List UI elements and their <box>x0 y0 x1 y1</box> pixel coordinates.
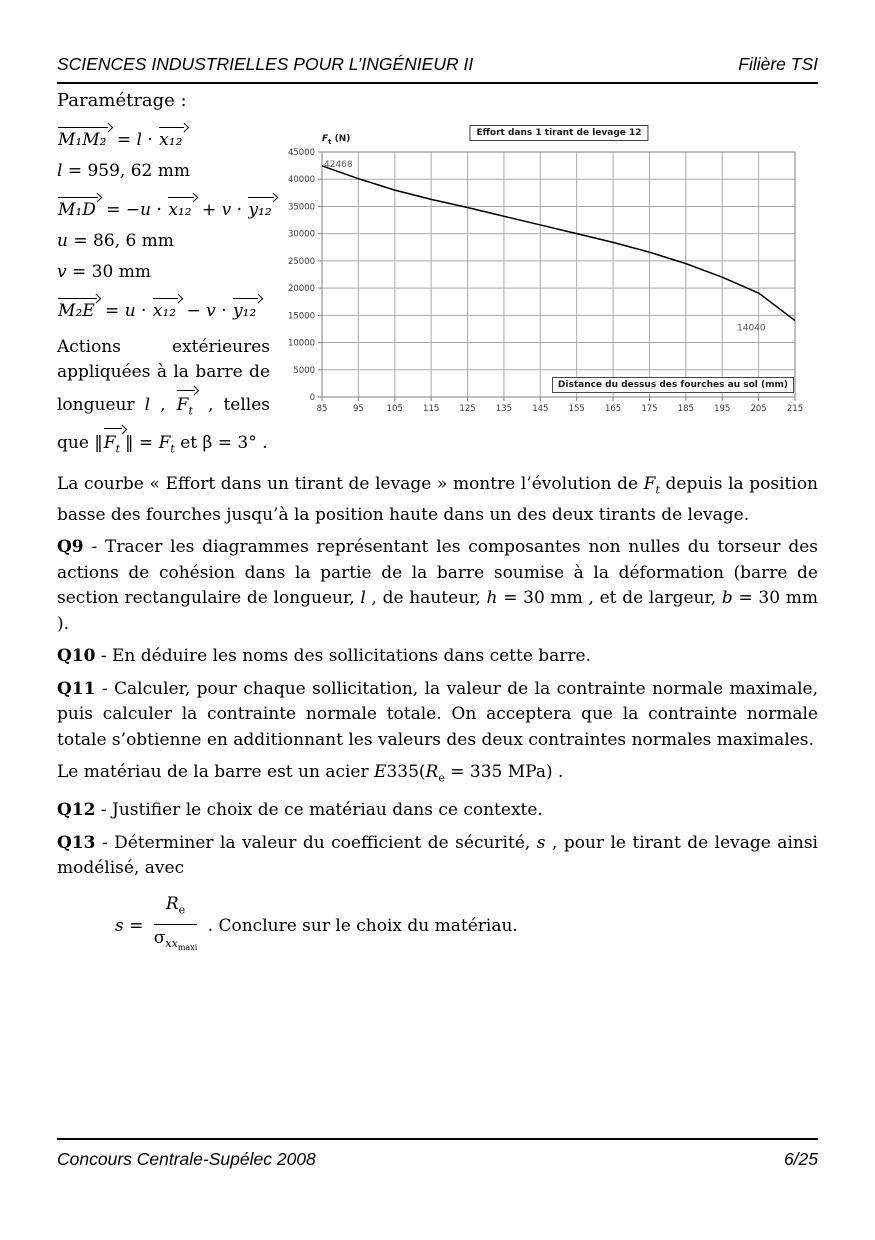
body-text <box>57 472 818 961</box>
vector-x12: x₁₂ <box>158 122 187 150</box>
vector-m2e: M₂E <box>57 293 100 321</box>
chart-title: Effort dans 1 tirant de levage 12 <box>469 125 648 141</box>
equation-m2e: M₂E = u · x₁₂ − v · y₁₂ <box>57 293 289 321</box>
y-tick-label: 30000 <box>287 229 315 240</box>
x-tick-label: 85 <box>316 404 328 414</box>
vector-y12: y₁₂ <box>247 192 276 220</box>
question-q11: Q11 - Calculer, pour chaque sollicitation, la valeur de la contrainte normale maximale, puis calculer la contrainte normale totale. On acceptera que la contrainte normale totale s’obtienne en additionnant les valeurs des deux contraintes normales maximales. <box>57 678 818 750</box>
vector-ft: $F_t$ <box>176 385 198 423</box>
vector-x12: x₁₂ <box>167 192 196 220</box>
question-label: Q11 <box>57 678 96 699</box>
x-tick-label: 185 <box>677 404 694 414</box>
y-tick-label: 25000 <box>287 256 315 267</box>
x-tick-label: 105 <box>386 404 403 414</box>
question-q13: Q13 - Déterminer la valeur du coefficient de sécurité, s , pour le tirant de levage ainsi modélisé, avec <box>57 832 818 879</box>
equation-u: u = 86, 6 mm <box>57 231 174 251</box>
chart-line-series <box>322 166 795 321</box>
x-tick-label: 155 <box>568 404 585 414</box>
x-tick-label: 125 <box>459 404 476 414</box>
x-tick-label: 175 <box>641 404 658 414</box>
x-tick-label: 165 <box>604 404 622 414</box>
paragraph-materiau: Le matériau de la barre est un acier $E335(R_e = 335$ MPa) . <box>57 762 564 785</box>
question-label: Q13 <box>57 832 96 853</box>
page-header <box>57 54 818 84</box>
y-tick-label: 5000 <box>293 365 315 376</box>
chart-plot <box>278 112 825 420</box>
y-tick-label: 20000 <box>287 284 315 295</box>
question-label: Q10 <box>57 646 96 667</box>
header-filiere: Filière TSI <box>738 54 818 74</box>
chart-effort-tirant <box>278 112 825 420</box>
header-title: SCIENCES INDUSTRIELLES POUR L’INGÉNIEUR II <box>57 54 474 74</box>
x-tick-label: 145 <box>532 404 549 414</box>
y-tick-label: 10000 <box>287 338 315 349</box>
chart-x-axis-label: Distance du dessus des fourches au sol (mm) <box>552 377 794 393</box>
question-q12: Q12 - Justifier le choix de ce matériau dans ce contexte. <box>57 800 543 821</box>
question-q9: Q9 - Tracer les diagrammes représentant les composantes non nulles du torseur des actions de cohésion dans la partie de la barre soumise à la déformation (barre de section rectangulaire de longueur, l , de hauteur, h = 30 mm , et de largeur, b = 30 mm ). <box>57 537 819 634</box>
chart-y-axis-label: $F_t$ (N) <box>322 134 351 146</box>
question-label: Q12 <box>57 800 96 821</box>
plot-border <box>322 152 795 397</box>
x-tick-label: 195 <box>714 404 731 414</box>
vector-ft: $F_t$ <box>103 423 125 461</box>
y-tick-label: 35000 <box>287 202 315 213</box>
footer-left: Concours Centrale-Supélec 2008 <box>57 1149 316 1169</box>
equation-l: l = 959, 62 mm <box>57 161 191 181</box>
equation-m1d: M₁D = −u · x₁₂ + v · y₁₂ <box>57 192 289 220</box>
question-label: Q9 <box>57 537 84 558</box>
vector-m1d: M₁D <box>57 192 101 220</box>
parametrage-heading: Paramétrage : <box>57 90 187 111</box>
paragraph-courbe: La courbe « Effort dans un tirant de levage » montre l’évolution de $F_t$ depuis la position basse des fourches jusqu’à la position haute dans un des deux tirants de levage. <box>57 474 819 525</box>
page-footer <box>57 1138 818 1170</box>
vector-m1m2: M₁M₂ <box>57 122 111 150</box>
y-tick-label: 15000 <box>287 311 315 322</box>
first-point-label: 42468 <box>324 159 353 170</box>
formula-coefficient-securite: s = $\frac{R_e}{\sigma_{xx_{maxi}}}$ . Conclure sur le choix du matériau. <box>115 892 818 961</box>
vector-y12: y₁₂ <box>232 293 261 321</box>
x-tick-label: 135 <box>495 404 513 414</box>
vector-x12: x₁₂ <box>152 293 181 321</box>
actions-paragraph: Actions extérieures appliquées à la barre de longueur l , $F_t$ , telles que $‖F_t$ ‖ = $F_t$ et β = 3° . <box>57 335 270 462</box>
y-tick-label: 0 <box>309 393 315 403</box>
fraction: $\frac{R_e}{\sigma_{xx_{maxi}}}$ <box>153 893 198 953</box>
y-tick-label: 40000 <box>287 175 315 186</box>
last-point-label: 14040 <box>737 323 766 334</box>
x-tick-label: 215 <box>786 404 804 414</box>
x-tick-label: 205 <box>750 404 767 414</box>
x-tick-label: 115 <box>423 404 440 414</box>
footer-page-number: 6/25 <box>783 1149 818 1169</box>
equation-m1m2: M₁M₂ = l · x₁₂ <box>57 122 289 150</box>
y-tick-label: 45000 <box>287 148 315 158</box>
equation-v: v = 30 mm <box>57 262 151 282</box>
question-q10: Q10 - En déduire les noms des sollicitations dans cette barre. <box>57 646 592 667</box>
x-tick-label: 95 <box>352 404 364 414</box>
parametrage-section <box>57 90 289 462</box>
